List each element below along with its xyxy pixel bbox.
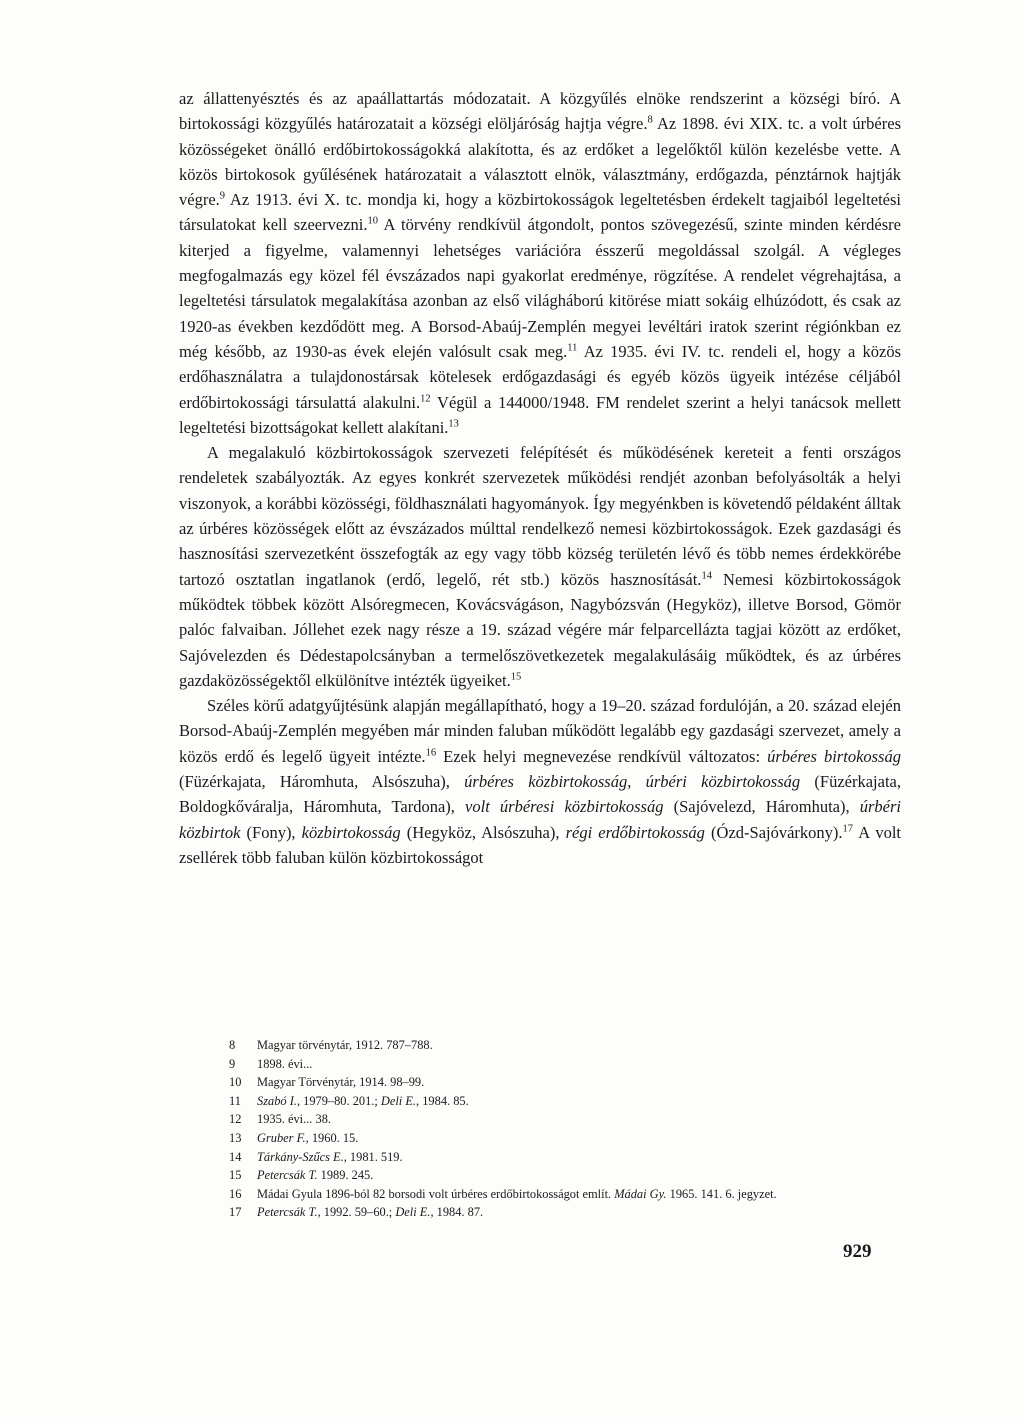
text-run: , 1979–80. 201.; [296, 1093, 381, 1108]
text-run: Az 1935. évi IV. tc. rendeli el, hogy a közös erdőhasználatra a tulajdonostársak kötelesek erdőgazdasági és egyéb közös ügyeik intézése céljából erdőbirtokossági társulattá alakulni. [179, 341, 901, 412]
italic-term: Deli E. [395, 1205, 431, 1220]
footnote [229, 1036, 901, 1055]
text-run: Magyar Törvénytár, 1914. 98–99. [257, 1075, 425, 1090]
italic-term: régi erdőbirtokosság [565, 822, 705, 842]
footnote-text [229, 1166, 901, 1185]
footnote-text [229, 1092, 901, 1111]
text-run: Nemesi közbirtokosságok működtek többek között Alsóregmecen, Kovácsvágáson, Nagybózsván (Hegyköz), illetve Borsod, Gömör palóc falvaiban. Jóllehet ezek nagy része a 19. század végére már felparcellázta tagjai között az erdőket, Sajóvelezden és Dédestapolcsányban a termelőszövetkezetek megalakulásáig működtek, és az úrbéres gazdaközösségektől elkülönítve intézték ügyeiket. [179, 569, 901, 690]
footnote-reference: 17 [842, 823, 854, 835]
footnote [229, 1148, 901, 1167]
italic-term: Petercsák T. [257, 1205, 318, 1220]
footnote-text [229, 1110, 901, 1129]
footnote-reference: 9 [219, 190, 226, 202]
footnote-reference: 8 [647, 114, 653, 126]
footnote-reference: 15 [510, 671, 522, 683]
footnote [229, 1185, 901, 1204]
footnote [229, 1203, 901, 1222]
footnote [229, 1073, 901, 1092]
page-number: 929 [843, 1241, 872, 1262]
text-run: Az 1913. évi X. tc. mondja ki, hogy a közbirtokosságok legeltetésben érdekelt tagjaiból legeltetési társulatokat kell szeervezni. [179, 190, 901, 235]
footnote [229, 1110, 901, 1129]
body-text [179, 86, 901, 870]
footnote [229, 1055, 901, 1074]
footnote [229, 1092, 901, 1111]
italic-term: Szabó I. [257, 1093, 297, 1108]
footnote-reference: 11 [567, 342, 578, 354]
italic-term: Petercsák T. [257, 1168, 318, 1183]
text-run: Ezek helyi megnevezése rendkívül változatos: [436, 746, 768, 766]
footnote-number: 15 [229, 1168, 242, 1183]
text-run: (Fony), [240, 822, 302, 842]
footnote-number: 13 [229, 1130, 242, 1145]
text-run: (Hegyköz, Alsószuha), [400, 822, 566, 842]
text-run: (Füzérkajata, Boldogkőváralja, Háromhuta, Tardona), [179, 772, 901, 817]
text-run: (Füzérkajata, Háromhuta, Alsószuha), [179, 772, 465, 792]
footnote-number: 8 [229, 1038, 236, 1052]
footnote-reference: 10 [367, 215, 378, 227]
footnotes [229, 1036, 901, 1222]
footnote-number: 11 [229, 1093, 241, 1108]
italic-term: úrbéres birtokosság [767, 746, 901, 766]
text-run: Széles körű adatgyűjtésünk alapján megállapítható, hogy a 19–20. század fordulóján, a 20. század elején Borsod-Abaúj-Zemplén megyében már minden faluban működött legalább egy gazdasági szervezet, amely a közös erdő és legelő ügyeit intézte. [179, 696, 901, 766]
text-run: A törvény rendkívül átgondolt, pontos szövegezésű, szinte minden kérdésre kiterjed a figyelme, valamennyi lehetséges variációra ésszerű megoldással szolgál. A végleges megfogalmazás egy közel fél évszázados napi gyakorlat eredménye, rögzítése. A rendelet végrehajtása, a legeltetési társulatok megalakítása azonban az első világháború kitörése miatt sokáig elhúzódott, és csak az 1920-as években kezdődött meg. A Borsod-Abaúj-Zemplén megyei levéltári iratok szerint régiónkban ez még később, az 1930-as évek elején valósult csak meg. [179, 215, 901, 361]
text-run: Mádai Gyula 1896-ból 82 borsodi volt úrbéres erdőbirtokosságot említ. [257, 1186, 615, 1201]
footnote-reference: 12 [420, 393, 431, 405]
footnote-reference: 14 [701, 570, 712, 582]
footnote-text [229, 1185, 901, 1204]
text-run: Magyar törvénytár, 1912. 787–788. [257, 1038, 433, 1052]
text-run: , 1992. 59–60.; [317, 1205, 396, 1220]
footnote [229, 1129, 901, 1148]
footnote-number: 14 [229, 1149, 242, 1164]
footnote-text [229, 1036, 901, 1055]
footnote-reference: 16 [425, 747, 437, 759]
text-run: 1935. évi... 38. [257, 1112, 331, 1127]
text-run: A megalakuló közbirtokosságok szervezeti felépítését és működésének kereteit a fenti országos rendeletek szabályozták. Az egyes konkrét szervezetek működési rendjét azonban befolyásolták a helyi viszonyok, a korábbi közösségi, földhasználati hagyományok. Így megyénkben is követendő példaként álltak az úrbéres közösségek előtt az évszázados múlttal rendelkező nemesi közbirtokosságok. Ezek gazdasági és hasznosítási szervezetként összefogták az egy vagy több község területén lévő és több nemes érdekkörébe tartozó osztatlan ingatlanok (erdő, legelő, rét stb.) közös hasznosítását. [179, 443, 901, 589]
italic-term: úrbéri közbirtok [179, 797, 901, 842]
footnote-reference: 13 [448, 418, 459, 430]
footnote-text [229, 1073, 901, 1092]
text-run: , 1984. 85. [416, 1093, 469, 1108]
footnote-text [229, 1148, 901, 1167]
italic-term: Tárkány-Szűcs E. [257, 1149, 344, 1164]
text-run: 1898. évi... [257, 1056, 313, 1071]
text-run: 1989. 245. [317, 1168, 374, 1183]
footnote-text [229, 1203, 901, 1222]
footnote-text [229, 1055, 901, 1074]
text-run: (Sajóvelezd, Háromhuta), [663, 797, 860, 817]
text-run: 1965. 141. 6. jegyzet. [666, 1186, 777, 1201]
text-run: az állattenyésztés és az apaállattartás módozatait. A közgyűlés elnöke rendszerint a községi bíró. A birtokossági közgyűlés határozatait a községi elöljáróság hajtja végre. [179, 89, 901, 134]
italic-term: úrbéres közbirtokosság, úrbéri közbirtokosság [464, 772, 801, 792]
footnote-text [229, 1129, 901, 1148]
footnote [229, 1166, 901, 1185]
footnote-number: 9 [229, 1056, 236, 1071]
text-run: Az 1898. évi XIX. tc. a volt úrbéres közösségeket önálló erdőbirtokosságokká alakította, és az erdőket a legelőktől külön kezelésbe vette. A közös birtokosok gyűlésének határozatait a választott elnök, választmány, erdőgazda, pénztárnok hajtják végre. [179, 114, 901, 210]
paragraph [179, 693, 901, 870]
footnote-number: 10 [229, 1075, 242, 1090]
text-run: A volt zsellérek több faluban külön közbirtokosságot [179, 822, 902, 867]
paragraph [179, 86, 901, 440]
footnote-number: 17 [229, 1205, 242, 1220]
text-run: , 1960. 15. [305, 1130, 359, 1145]
text-run: Végül a 144000/1948. FM rendelet szerint a helyi tanácsok mellett legeltetési bizottságokat kellett alakítani. [179, 392, 901, 437]
text-run: , 1981. 519. [343, 1149, 403, 1164]
italic-term: volt úrbéresi közbirtokosság [465, 797, 664, 817]
text-run: (Ózd-Sajóvárkony). [704, 822, 843, 842]
italic-term: közbirtokosság [301, 822, 401, 842]
footnote-number: 16 [229, 1186, 242, 1201]
paragraph [179, 440, 901, 693]
italic-term: Deli E. [380, 1093, 417, 1108]
italic-term: Gruber F. [257, 1130, 306, 1145]
footnote-number: 12 [229, 1112, 242, 1127]
italic-term: Mádai Gy. [614, 1186, 667, 1201]
text-run: , 1984. 87. [430, 1205, 484, 1220]
